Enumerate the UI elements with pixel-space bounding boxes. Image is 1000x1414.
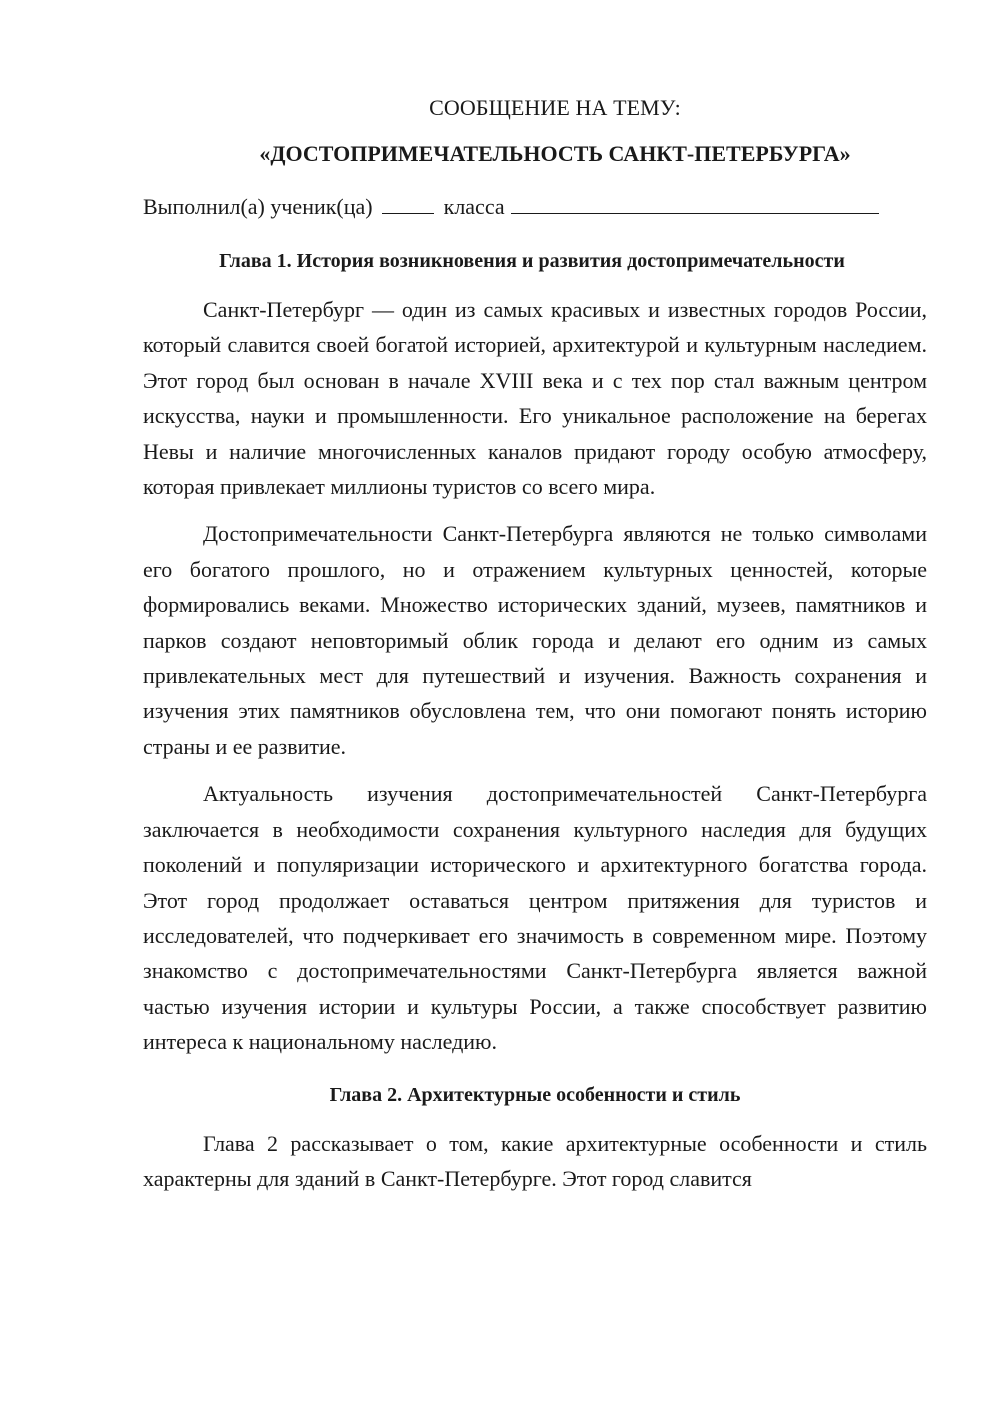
author-middle: класса [443, 194, 505, 219]
chapter-1-paragraph-3: Актуальность изучения достопримечательностей Санкт-Петербурга заключается в необходимости сохранения культурного наследия для будущих поколений и популяризации исторического и архитектурного богатства города. Этот город продолжает оставаться центром притяжения для туристов и исследователей, что подчеркивает его значимость в современном мире. Поэтому знакомство с достопримечательностями Санкт-Петербурга является важной частью изучения истории и культуры России, а также способствует развитию интереса к национальному наследию. [143, 781, 927, 1055]
chapter-1-paragraph-2: Достопримечательности Санкт-Петербурга являются не только символами его богатого прошлого, но и отражением культурных ценностей, которые формировались веками. Множество исторических зданий, музеев, памятников и парков создают неповторимый облик города и делают его одним из самых привлекательных мест для путешествий и изучения. Важность сохранения и изучения этих памятников обусловлена тем, что они помогают понять историю страны и ее развитие. [143, 521, 927, 759]
author-line [143, 192, 927, 222]
chapter-2-paragraph-1: Глава 2 рассказывает о том, какие архитектурные особенности и стиль характерны для зданий в Санкт-Петербурге. Этот город славится [143, 1130, 927, 1191]
document-title-line2: «ДОСТОПРИМЕЧАТЕЛЬНОСТЬ САНКТ-ПЕТЕРБУРГА» [259, 141, 851, 166]
class-number-blank [382, 193, 434, 214]
chapter-2-heading: Глава 2. Архитектурные особенности и стиль [329, 1083, 741, 1106]
document-title-line1: СООБЩЕНИЕ НА ТЕМУ: [429, 95, 681, 120]
author-prefix: Выполнил(а) ученик(ца) [143, 194, 373, 219]
chapter-1-paragraph-1: Санкт-Петербург — один из самых красивых и известных городов России, который славится своей богатой историей, архитектурой и культурным наследием. Этот город был основан в начале XVIII века и с тех пор стал важным центром искусства, науки и промышленности. Его уникальное расположение на берегах Невы и наличие многочисленных каналов придают городу особую атмосферу, которая привлекает миллионы туристов со всего мира. [143, 297, 927, 500]
chapter-1-heading: Глава 1. История возникновения и развития достопримечательности [219, 250, 845, 272]
student-name-blank [511, 193, 879, 214]
